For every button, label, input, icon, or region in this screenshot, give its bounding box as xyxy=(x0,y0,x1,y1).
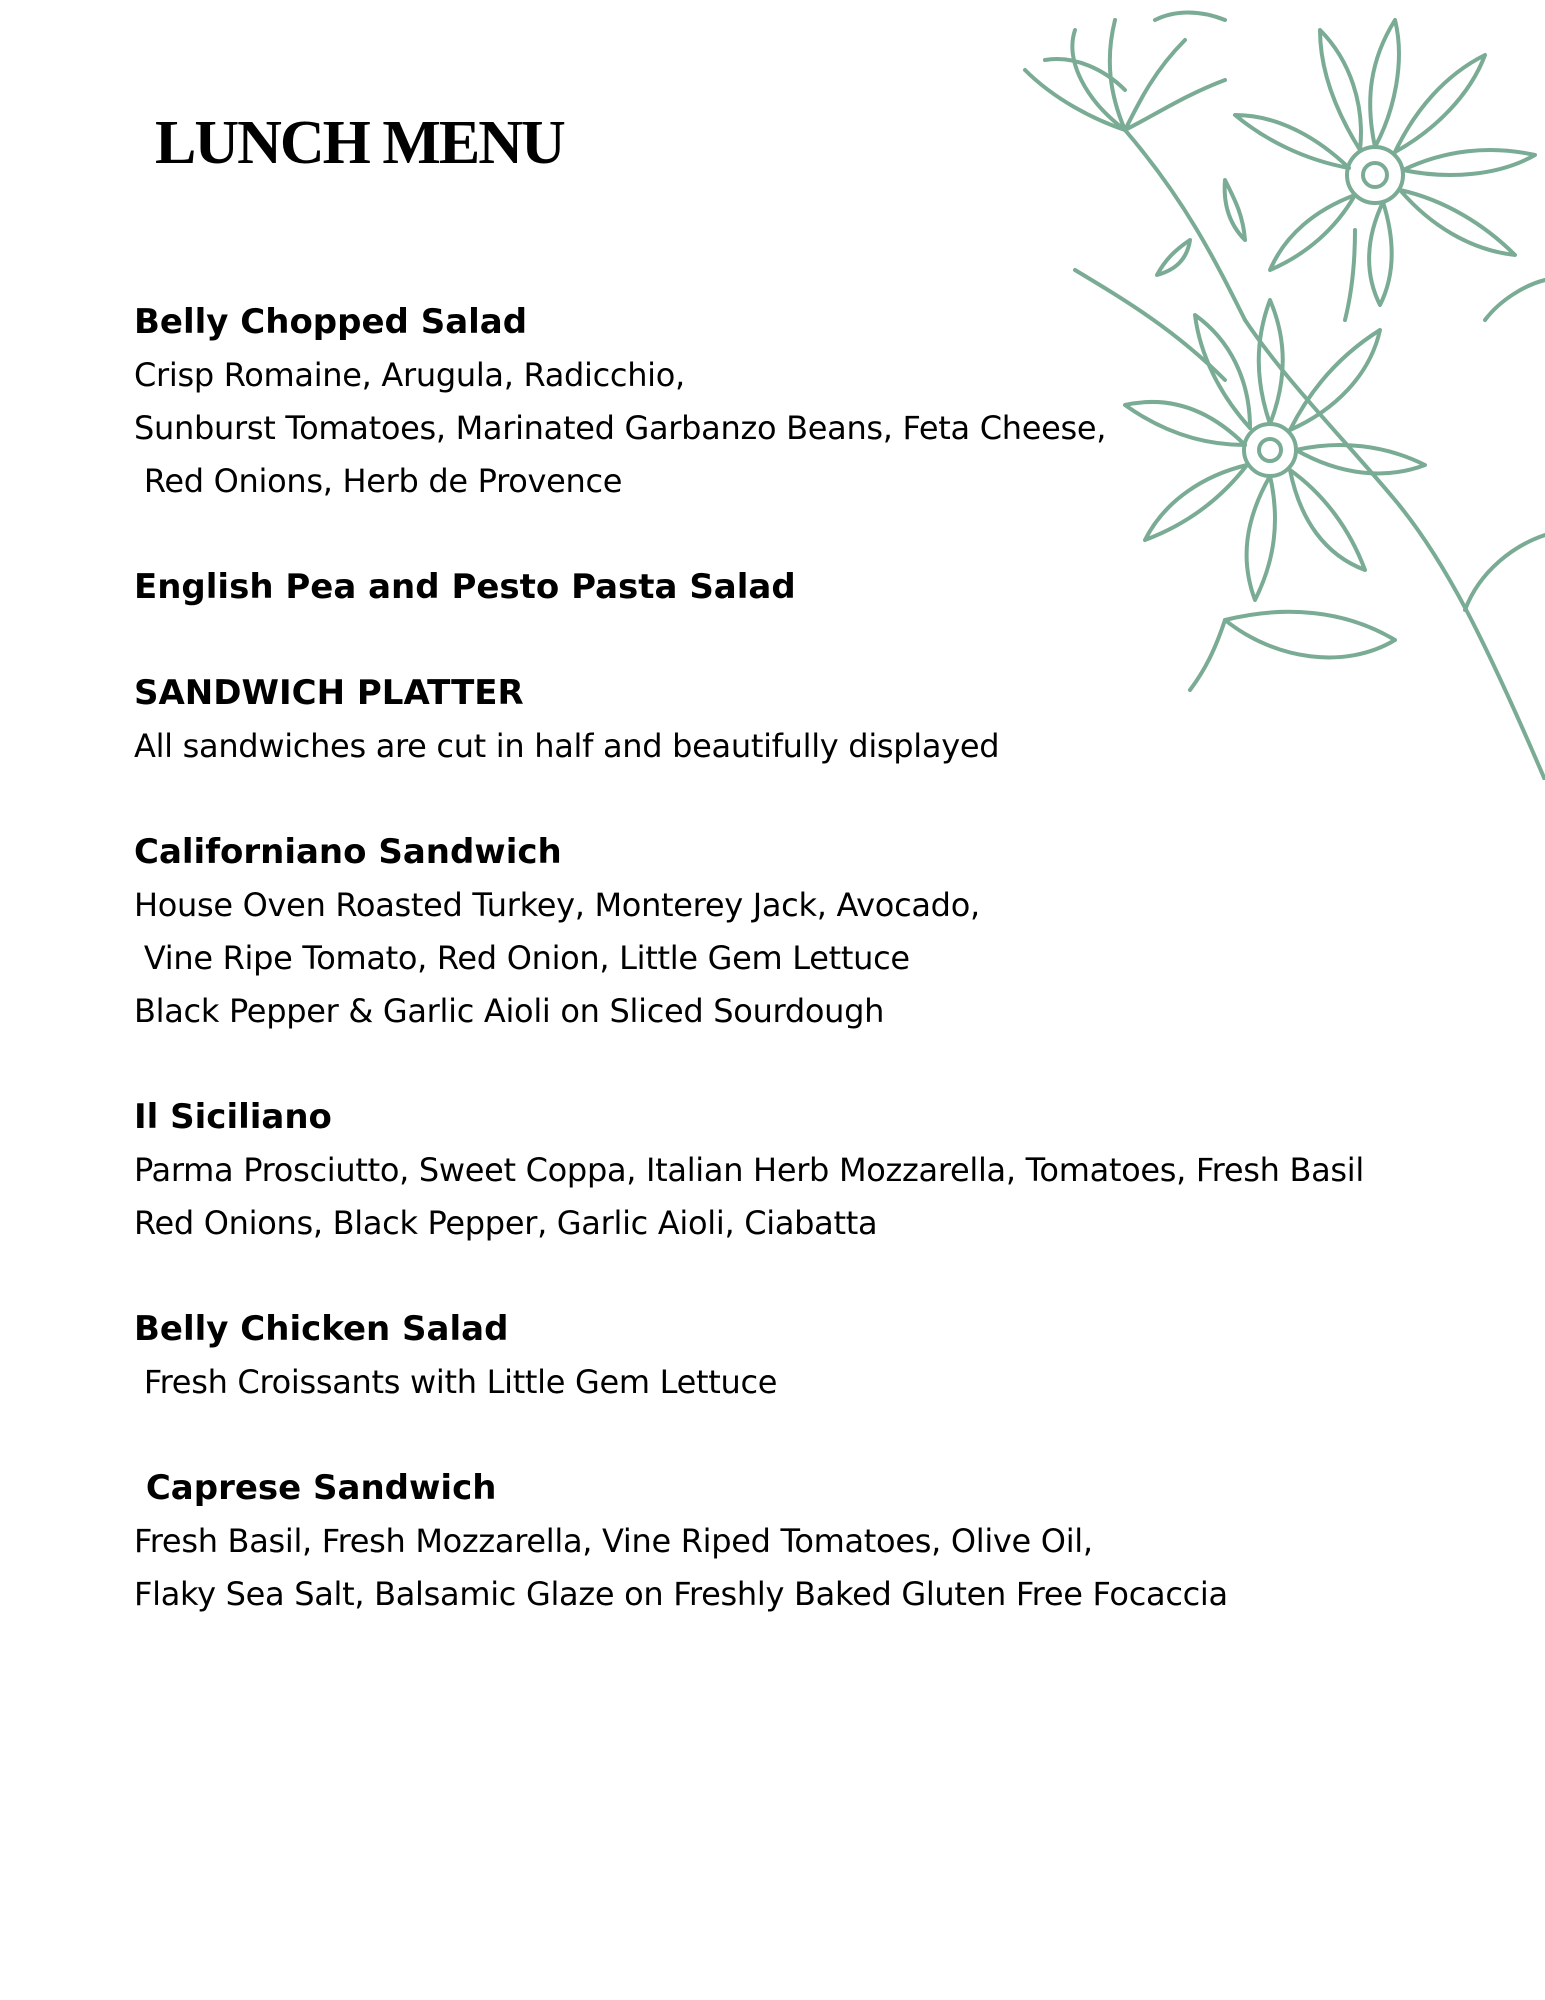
menu-item xyxy=(134,667,1494,773)
menu-item-description-line: Fresh Basil, Fresh Mozzarella, Vine Riped Tomatoes, Olive Oil, xyxy=(134,1522,1093,1560)
menu-item xyxy=(134,1462,1494,1621)
menu-item-name: Californiano Sandwich xyxy=(134,832,562,872)
menu-item-description-line: Parma Prosciutto, Sweet Coppa, Italian Herb Mozzarella, Tomatoes, Fresh Basil xyxy=(134,1151,1364,1189)
menu-item-description-line: Fresh Croissants with Little Gem Lettuce xyxy=(134,1363,778,1401)
menu-item xyxy=(134,561,1494,614)
menu-item-description-line: Crisp Romaine, Arugula, Radicchio, xyxy=(134,356,685,394)
menu-item-description-line: Sunburst Tomatoes, Marinated Garbanzo Beans, Feta Cheese, xyxy=(134,409,1107,447)
menu-item-name: Caprese Sandwich xyxy=(134,1468,497,1508)
menu-title: LUNCH MENU xyxy=(155,109,564,177)
menu-item-description-line: Vine Ripe Tomato, Red Onion, Little Gem Lettuce xyxy=(134,939,910,977)
menu-item-name: English Pea and Pesto Pasta Salad xyxy=(134,567,796,607)
menu-item-description-line: House Oven Roasted Turkey, Monterey Jack, Avocado, xyxy=(134,886,980,924)
menu-item-description-line: Red Onions, Herb de Provence xyxy=(134,462,623,500)
menu-item-description-line: Red Onions, Black Pepper, Garlic Aioli, Ciabatta xyxy=(134,1204,878,1242)
menu-items-list xyxy=(134,296,1494,1674)
menu-item-name: Il Siciliano xyxy=(134,1097,332,1137)
menu-item xyxy=(134,296,1494,508)
menu-item-name: Belly Chopped Salad xyxy=(134,302,528,342)
menu-item xyxy=(134,1303,1494,1409)
menu-item-description-line: All sandwiches are cut in half and beautifully displayed xyxy=(134,727,1000,765)
menu-item-description-line: Black Pepper & Garlic Aioli on Sliced Sourdough xyxy=(134,992,885,1030)
menu-item-name: Belly Chicken Salad xyxy=(134,1309,509,1349)
menu-item xyxy=(134,826,1494,1038)
menu-item xyxy=(134,1091,1494,1250)
menu-item-description-line: Flaky Sea Salt, Balsamic Glaze on Freshly Baked Gluten Free Focaccia xyxy=(134,1575,1228,1613)
menu-item-name: SANDWICH PLATTER xyxy=(134,673,524,713)
